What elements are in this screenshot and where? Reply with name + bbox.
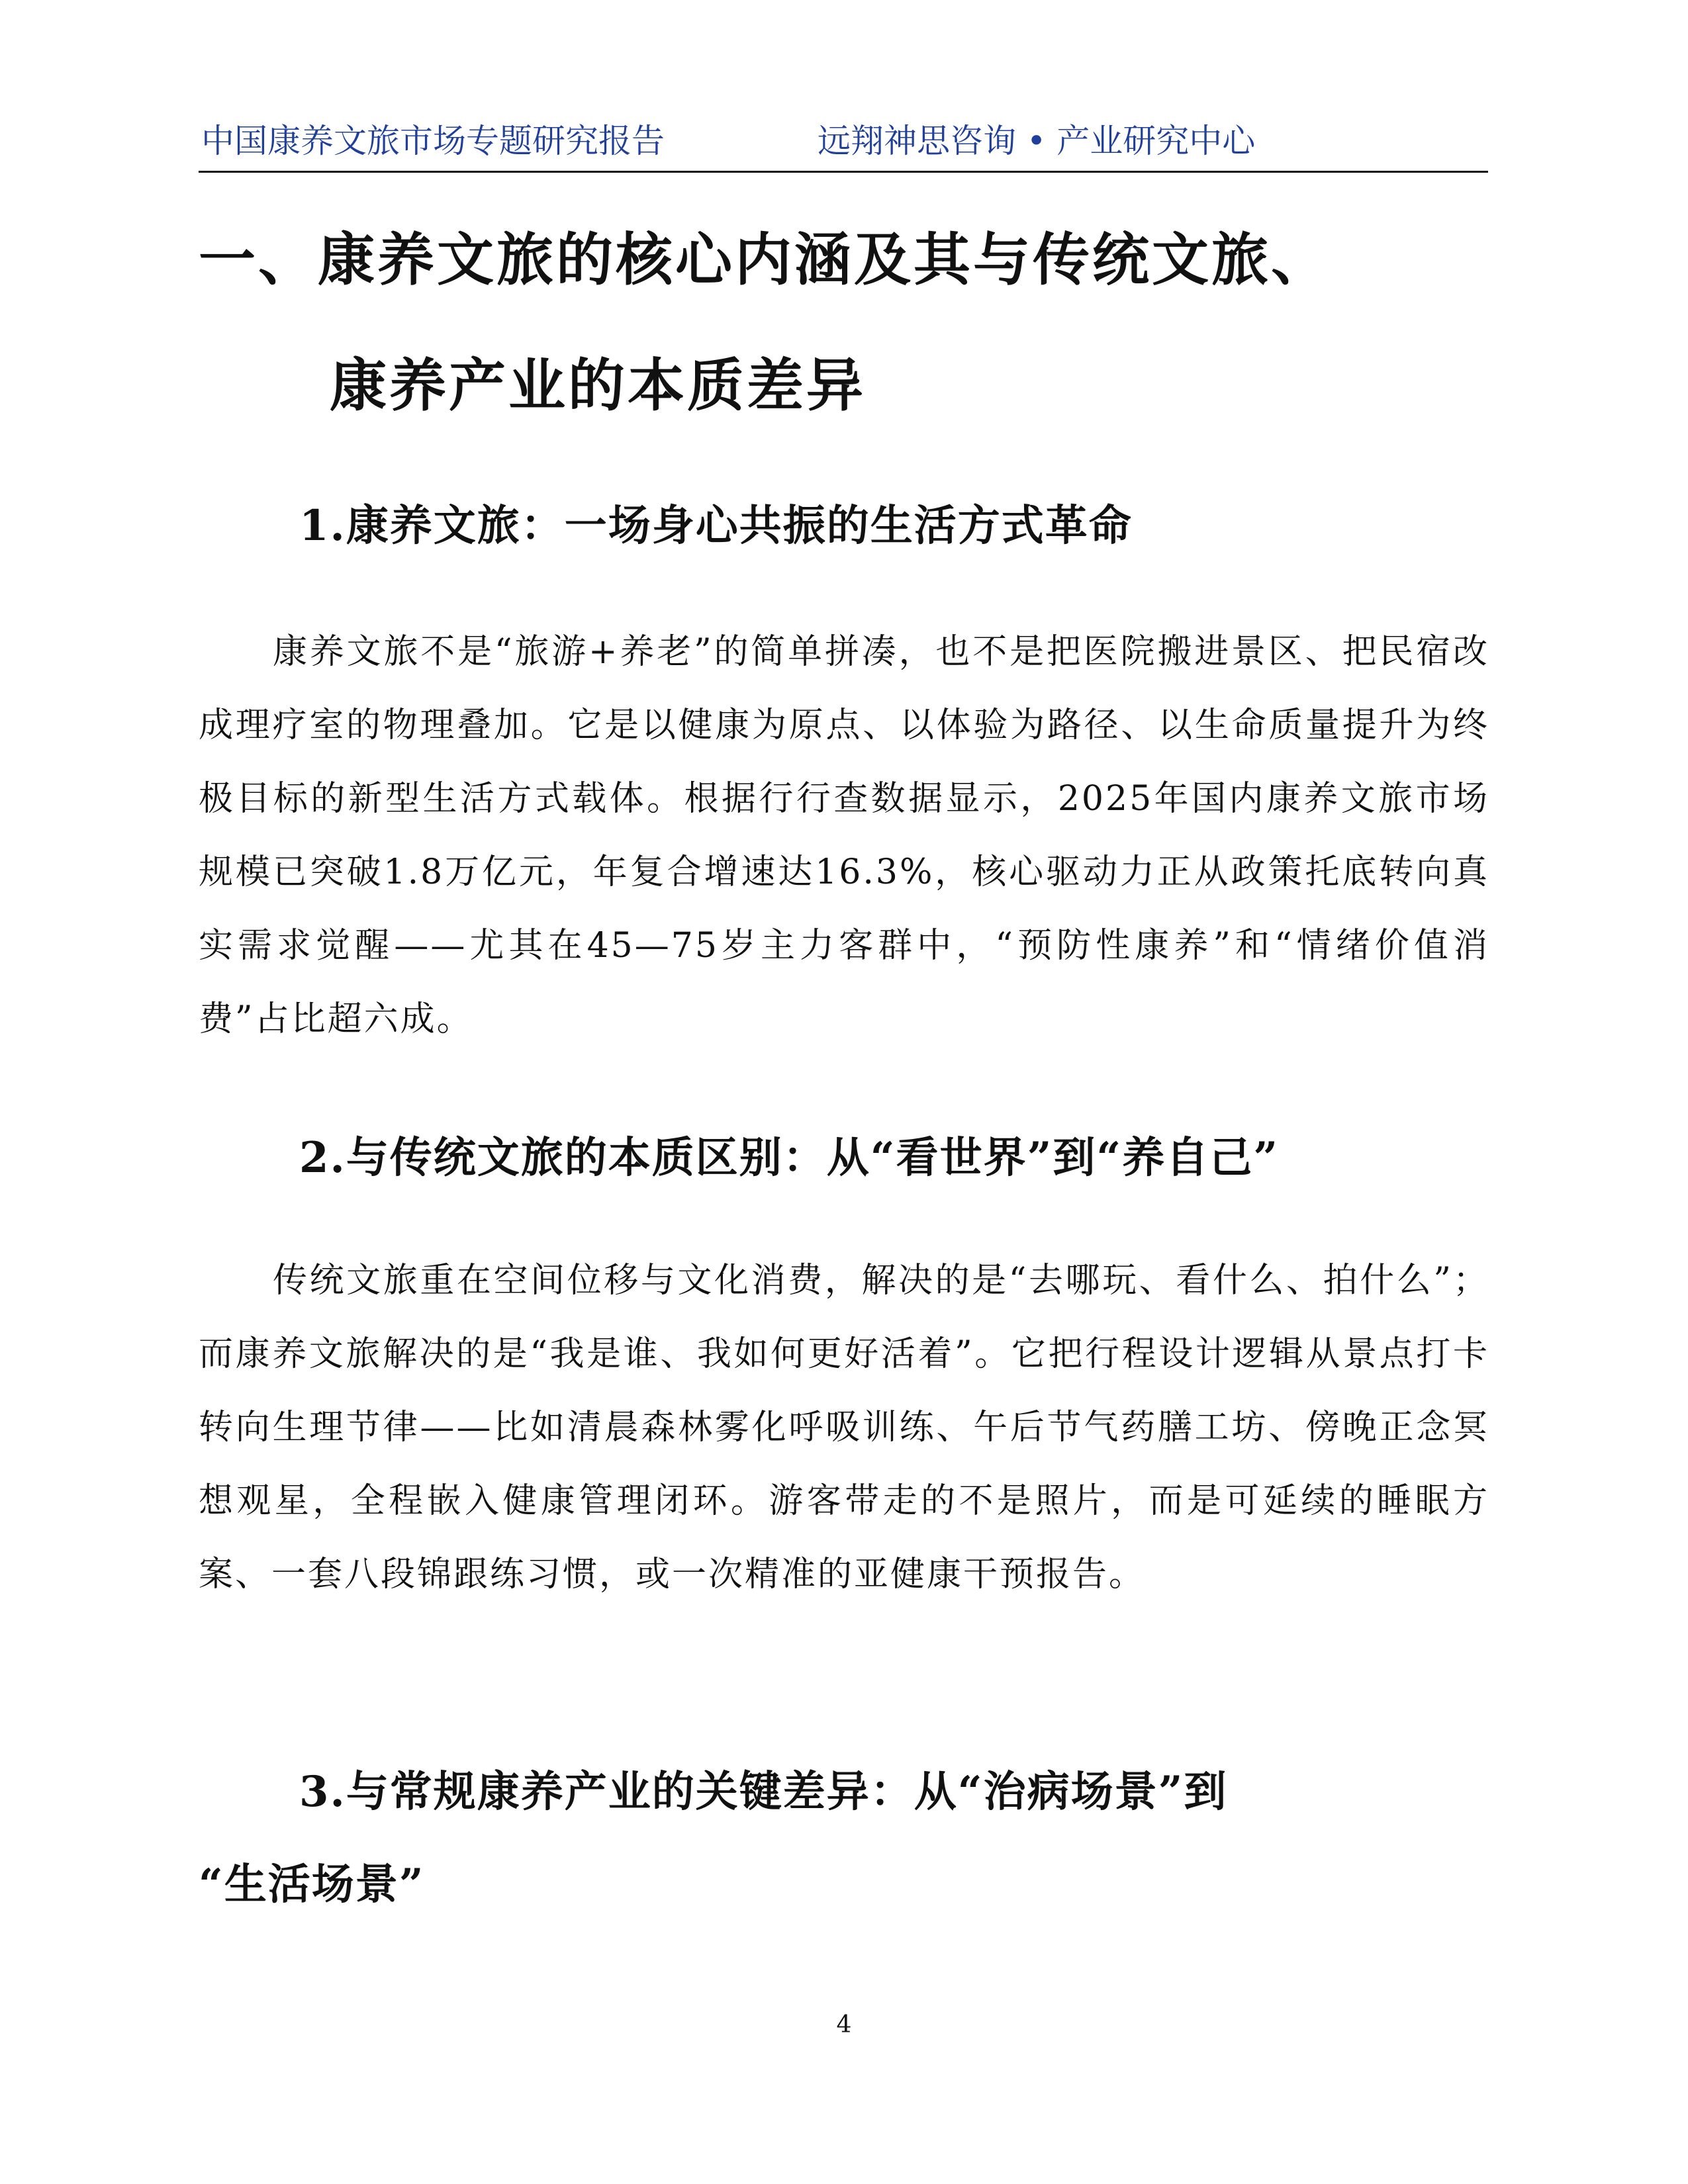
section-3-heading-line2: “生活场景” bbox=[199, 1860, 425, 1909]
header-report-title: 中国康养文旅市场专题研究报告 bbox=[201, 122, 665, 160]
section-2-paragraph: 传统文旅重在空间位移与文化消费，解决的是“去哪玩、看什么、拍什么”；而康养文旅解决的是“我是谁、我如何更好活着”。它把行程设计逻辑从景点打卡转向生理节律——比如清晨森林雾化呼吸训练、午后节气药膳工坊、傍晚正念冥想观星，全程嵌入健康管理闭环。游客带走的不是照片，而是可延续的睡眠方案、一套八段锦跟练习惯，或一次精准的亚健康干预报告。 bbox=[199, 1261, 1489, 1594]
section-3-heading bbox=[199, 1746, 1489, 1931]
chapter-title bbox=[199, 197, 1489, 449]
chapter-title-line1: 一、康养文旅的核心内涵及其与传统文旅、 bbox=[199, 226, 1331, 293]
section-2-heading: 2.与传统文旅的本质区别：从“看世界”到“养自己” bbox=[299, 1133, 1280, 1183]
page-number: 4 bbox=[836, 2011, 852, 2038]
section-1-heading: 1.康养文旅：一场身心共振的生活方式革命 bbox=[299, 501, 1133, 551]
running-header bbox=[199, 111, 1488, 173]
chapter-title-line2: 康养产业的本质差异 bbox=[330, 352, 866, 419]
section-1-paragraph: 康养文旅不是“旅游+养老”的简单拼凑，也不是把医院搬进景区、把民宿改成理疗室的物理叠加。它是以健康为原点、以体验为路径、以生命质量提升为终极目标的新型生活方式载体。根据行行查数据显示，2025年国内康养文旅市场规模已突破1.8万亿元，年复合增速达16.3%，核心驱动力正从政策托底转向真实需求觉醒——尤其在45—75岁主力客群中，“预防性康养”和“情绪价值消费”占比超六成。 bbox=[199, 632, 1489, 1039]
header-organization: 远翔神思咨询 • 产业研究中心 bbox=[818, 122, 1256, 160]
section-3-heading-line1: 3.与常规康养产业的关键差异：从“治病场景”到 bbox=[299, 1767, 1228, 1817]
